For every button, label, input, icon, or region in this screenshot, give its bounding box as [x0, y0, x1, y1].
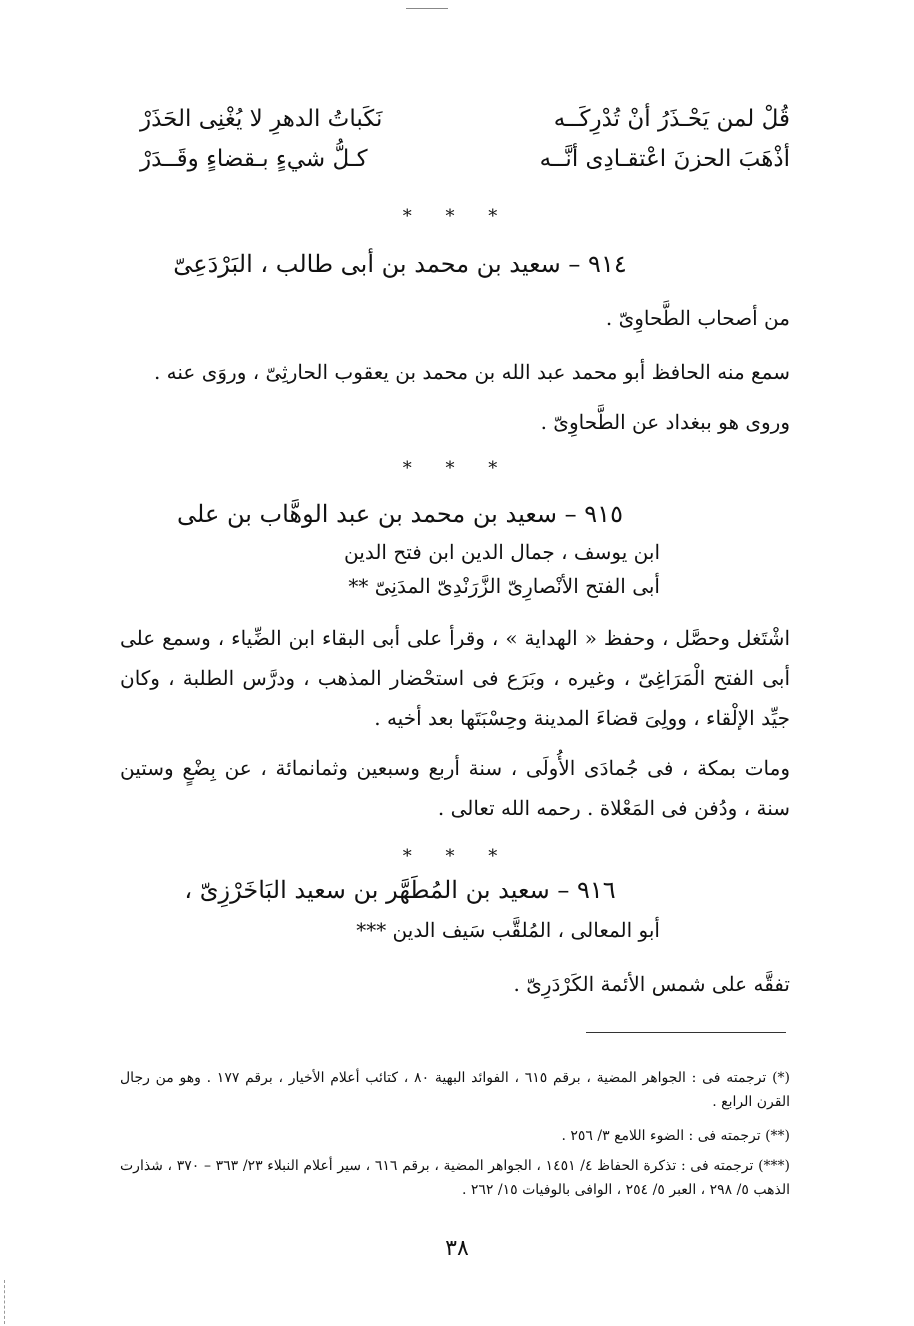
section-separator: * * *: [402, 206, 512, 227]
entry-914-title: ٩١٤ – سعيد بن محمد بن أبى طالب ، البَرْدَعِىّ: [173, 250, 627, 278]
entry-914-text: من أصحاب الطَّحاوِىّ .: [605, 306, 790, 330]
top-rule: [406, 8, 448, 9]
poem-hemistich: قُلْ لمن يَحْـذَرُ أنْ تُدْرِكَــه: [553, 106, 790, 132]
footnote: (***) ترجمته فى : تذكرة الحفاظ ٤/ ١٤٥١ ، الجواهر المضية ، برقم ٦١٦ ، سير أعلام النبلاء ٢٣/ ٣٦٣ – ٣٧٠ ، شذارت الذهب ٥/ ٢٩٨ ، العبر ٥/ ٢٥٤ ، الوافى بالوفيات ١٥/ ٢٦٢ .: [120, 1158, 790, 1198]
section-separator: * * *: [402, 846, 512, 867]
margin-mark: [4, 1280, 6, 1324]
footnote-rule: [586, 1032, 786, 1033]
poem-hemistich: أذْهَبَ الحزنَ اعْتقـادِى أنَّــه: [539, 146, 790, 172]
entry-916-text: تفقَّه على شمس الأئمة الكَرْدَرِىّ .: [513, 972, 790, 996]
entry-915-subtitle: أبى الفتح الأنْصارِىّ الزَّرَنْدِىّ المدَنِىّ **: [348, 574, 660, 598]
entry-916-title: ٩١٦ – سعيد بن المُطَهَّر بن سعيد البَاخَرْزِىّ ،: [184, 876, 616, 904]
poem-line-1: [120, 106, 790, 146]
entry-914-text: سمع منه الحافظ أبو محمد عبد الله بن محمد بن يعقوب الحارثِىّ ، وروَى عنه .: [153, 360, 790, 384]
entry-915-text: اشْتَغل وحصَّل ، وحفظ « الهداية » ، وقرأ على أبى البقاء ابن الضِّياء ، وسمع على أبى الفتح الْمَرَاغِىّ ، وغيره ، وبَرَع فى استحْضار المذهب ، ودرَّس الطلبة ، وكان جيِّد الإلْقاء ، وولِىَ قضاءَ المدينة وحِسْبَتَها بعد أخيه .: [120, 626, 790, 730]
section-separator: * * *: [402, 458, 512, 479]
page-number: ٣٨: [445, 1236, 469, 1261]
footnote: (**) ترجمته فى : الضوء اللامع ٣/ ٢٥٦ .: [561, 1128, 790, 1144]
poem-hemistich: كـلُّ شيءٍ بـقضاءٍ وقَــدَرْ: [140, 146, 368, 172]
entry-915-subtitle: ابن يوسف ، جمال الدين ابن فتح الدين: [344, 540, 660, 564]
entry-916-subtitle: أبو المعالى ، المُلقَّب سَيف الدين ***: [356, 918, 660, 942]
entry-915-text: ومات بمكة ، فى جُمادَى الأُولَى ، سنة أربع وسبعين وثمانمائة ، عن بِضْعٍ وستين سنة ، ودُفن فى المَعْلاة . رحمه الله تعالى .: [120, 756, 790, 820]
entry-914-text: وروى هو ببغداد عن الطَّحاوِىّ .: [540, 410, 790, 434]
entry-915-title: ٩١٥ – سعيد بن محمد بن عبد الوهَّاب بن على: [177, 500, 623, 528]
poem-line-2: [120, 146, 790, 186]
poem-hemistich: نَكَباتُ الدهرِ لا يُغْنِى الحَذَرْ: [140, 106, 383, 132]
footnote: (*) ترجمته فى : الجواهر المضية ، برقم ٦١٥ ، الفوائد البهية ٨٠ ، كتائب أعلام الأخيار ، برقم ١٧٧ . وهو من رجال القرن الرابع .: [120, 1070, 790, 1110]
